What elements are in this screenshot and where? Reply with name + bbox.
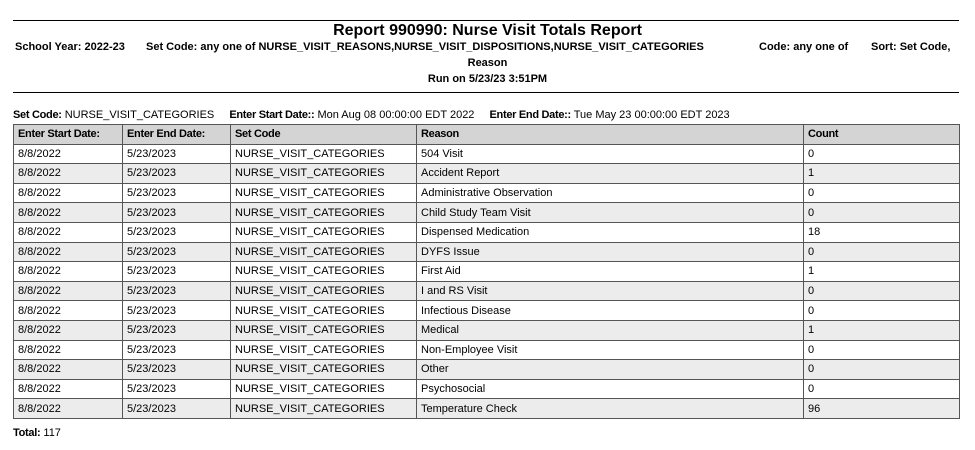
cell-set-code: NURSE_VISIT_CATEGORIES <box>231 320 417 340</box>
cell-set-code: NURSE_VISIT_CATEGORIES <box>231 144 417 164</box>
cell-reason: 504 Visit <box>417 144 804 164</box>
cell-start-date: 8/8/2022 <box>14 164 123 184</box>
table-row <box>14 183 960 203</box>
cell-set-code: NURSE_VISIT_CATEGORIES <box>231 262 417 282</box>
table-row <box>14 379 960 399</box>
cell-count: 0 <box>804 281 960 301</box>
cell-end-date: 5/23/2023 <box>123 262 231 282</box>
nurse-visit-table <box>13 124 960 419</box>
cell-end-date: 5/23/2023 <box>123 242 231 262</box>
table-header-row <box>14 125 960 145</box>
cell-start-date: 8/8/2022 <box>14 301 123 321</box>
table-row <box>14 164 960 184</box>
set-code-parameter: Set Code: any one of NURSE_VISIT_REASONS,NURSE_VISIT_DISPOSITIONS,NURSE_VISIT_CATEGORIES <box>146 41 704 53</box>
cell-set-code: NURSE_VISIT_CATEGORIES <box>231 281 417 301</box>
cell-end-date: 5/23/2023 <box>123 340 231 360</box>
table-row <box>14 399 960 419</box>
cell-start-date: 8/8/2022 <box>14 320 123 340</box>
table-row <box>14 281 960 301</box>
cell-reason: I and RS Visit <box>417 281 804 301</box>
table-row <box>14 242 960 262</box>
cell-start-date: 8/8/2022 <box>14 203 123 223</box>
report-total <box>13 427 61 439</box>
column-header-count: Count <box>804 125 960 145</box>
cell-end-date: 5/23/2023 <box>123 281 231 301</box>
cell-end-date: 5/23/2023 <box>123 399 231 419</box>
cell-start-date: 8/8/2022 <box>14 262 123 282</box>
cell-count: 1 <box>804 320 960 340</box>
filter-end-label: Enter End Date:: <box>489 109 571 121</box>
table-row <box>14 340 960 360</box>
cell-reason: Child Study Team Visit <box>417 203 804 223</box>
cell-end-date: 5/23/2023 <box>123 164 231 184</box>
cell-start-date: 8/8/2022 <box>14 222 123 242</box>
cell-reason: Medical <box>417 320 804 340</box>
cell-count: 0 <box>804 183 960 203</box>
cell-count: 0 <box>804 360 960 380</box>
sort-continuation: Reason <box>467 57 508 69</box>
cell-set-code: NURSE_VISIT_CATEGORIES <box>231 183 417 203</box>
cell-end-date: 5/23/2023 <box>123 360 231 380</box>
table-row <box>14 222 960 242</box>
report-title: Report 990990: Nurse Visit Totals Report <box>333 22 642 39</box>
filter-end-value: Tue May 23 00:00:00 EDT 2023 <box>573 109 730 121</box>
cell-reason: First Aid <box>417 262 804 282</box>
column-header-start-date: Enter Start Date: <box>14 125 123 145</box>
filter-set-code-value: NURSE_VISIT_CATEGORIES <box>64 109 215 121</box>
cell-end-date: 5/23/2023 <box>123 144 231 164</box>
table-row <box>14 203 960 223</box>
cell-end-date: 5/23/2023 <box>123 183 231 203</box>
table-row <box>14 144 960 164</box>
cell-reason: Accident Report <box>417 164 804 184</box>
column-header-set-code: Set Code <box>231 125 417 145</box>
cell-reason: Infectious Disease <box>417 301 804 321</box>
cell-set-code: NURSE_VISIT_CATEGORIES <box>231 242 417 262</box>
run-timestamp: Run on 5/23/23 3:51PM <box>427 73 548 85</box>
cell-start-date: 8/8/2022 <box>14 183 123 203</box>
cell-count: 96 <box>804 399 960 419</box>
cell-end-date: 5/23/2023 <box>123 301 231 321</box>
header-top-rule <box>13 20 959 21</box>
table-row <box>14 320 960 340</box>
cell-start-date: 8/8/2022 <box>14 144 123 164</box>
cell-start-date: 8/8/2022 <box>14 281 123 301</box>
table-row <box>14 262 960 282</box>
filter-start-label: Enter Start Date:: <box>229 109 315 121</box>
cell-set-code: NURSE_VISIT_CATEGORIES <box>231 164 417 184</box>
cell-count: 0 <box>804 340 960 360</box>
cell-count: 0 <box>804 242 960 262</box>
cell-end-date: 5/23/2023 <box>123 222 231 242</box>
school-year: School Year: 2022-23 <box>15 41 125 53</box>
cell-count: 18 <box>804 222 960 242</box>
cell-count: 1 <box>804 164 960 184</box>
cell-set-code: NURSE_VISIT_CATEGORIES <box>231 340 417 360</box>
cell-set-code: NURSE_VISIT_CATEGORIES <box>231 222 417 242</box>
cell-reason: Psychosocial <box>417 379 804 399</box>
cell-reason: Temperature Check <box>417 399 804 419</box>
cell-start-date: 8/8/2022 <box>14 242 123 262</box>
cell-end-date: 5/23/2023 <box>123 203 231 223</box>
sort-parameter: Sort: Set Code, <box>871 41 951 53</box>
cell-count: 1 <box>804 262 960 282</box>
cell-set-code: NURSE_VISIT_CATEGORIES <box>231 399 417 419</box>
cell-start-date: 8/8/2022 <box>14 340 123 360</box>
cell-end-date: 5/23/2023 <box>123 320 231 340</box>
code-parameter: Code: any one of <box>759 41 849 53</box>
cell-count: 0 <box>804 301 960 321</box>
filter-set-code-label: Set Code: <box>13 109 62 121</box>
cell-count: 0 <box>804 379 960 399</box>
header-bottom-rule <box>13 92 959 93</box>
cell-set-code: NURSE_VISIT_CATEGORIES <box>231 203 417 223</box>
cell-reason: Non-Employee Visit <box>417 340 804 360</box>
table-row <box>14 360 960 380</box>
cell-start-date: 8/8/2022 <box>14 399 123 419</box>
cell-reason: DYFS Issue <box>417 242 804 262</box>
cell-start-date: 8/8/2022 <box>14 379 123 399</box>
cell-reason: Dispensed Medication <box>417 222 804 242</box>
cell-set-code: NURSE_VISIT_CATEGORIES <box>231 360 417 380</box>
filter-start-value: Mon Aug 08 00:00:00 EDT 2022 <box>317 109 475 121</box>
column-header-reason: Reason <box>417 125 804 145</box>
total-label: Total: <box>13 427 41 439</box>
total-value: 117 <box>43 427 61 439</box>
cell-count: 0 <box>804 144 960 164</box>
filter-summary <box>13 109 730 121</box>
cell-set-code: NURSE_VISIT_CATEGORIES <box>231 301 417 321</box>
cell-start-date: 8/8/2022 <box>14 360 123 380</box>
table-row <box>14 301 960 321</box>
cell-set-code: NURSE_VISIT_CATEGORIES <box>231 379 417 399</box>
cell-count: 0 <box>804 203 960 223</box>
cell-reason: Other <box>417 360 804 380</box>
cell-reason: Administrative Observation <box>417 183 804 203</box>
cell-end-date: 5/23/2023 <box>123 379 231 399</box>
column-header-end-date: Enter End Date: <box>123 125 231 145</box>
